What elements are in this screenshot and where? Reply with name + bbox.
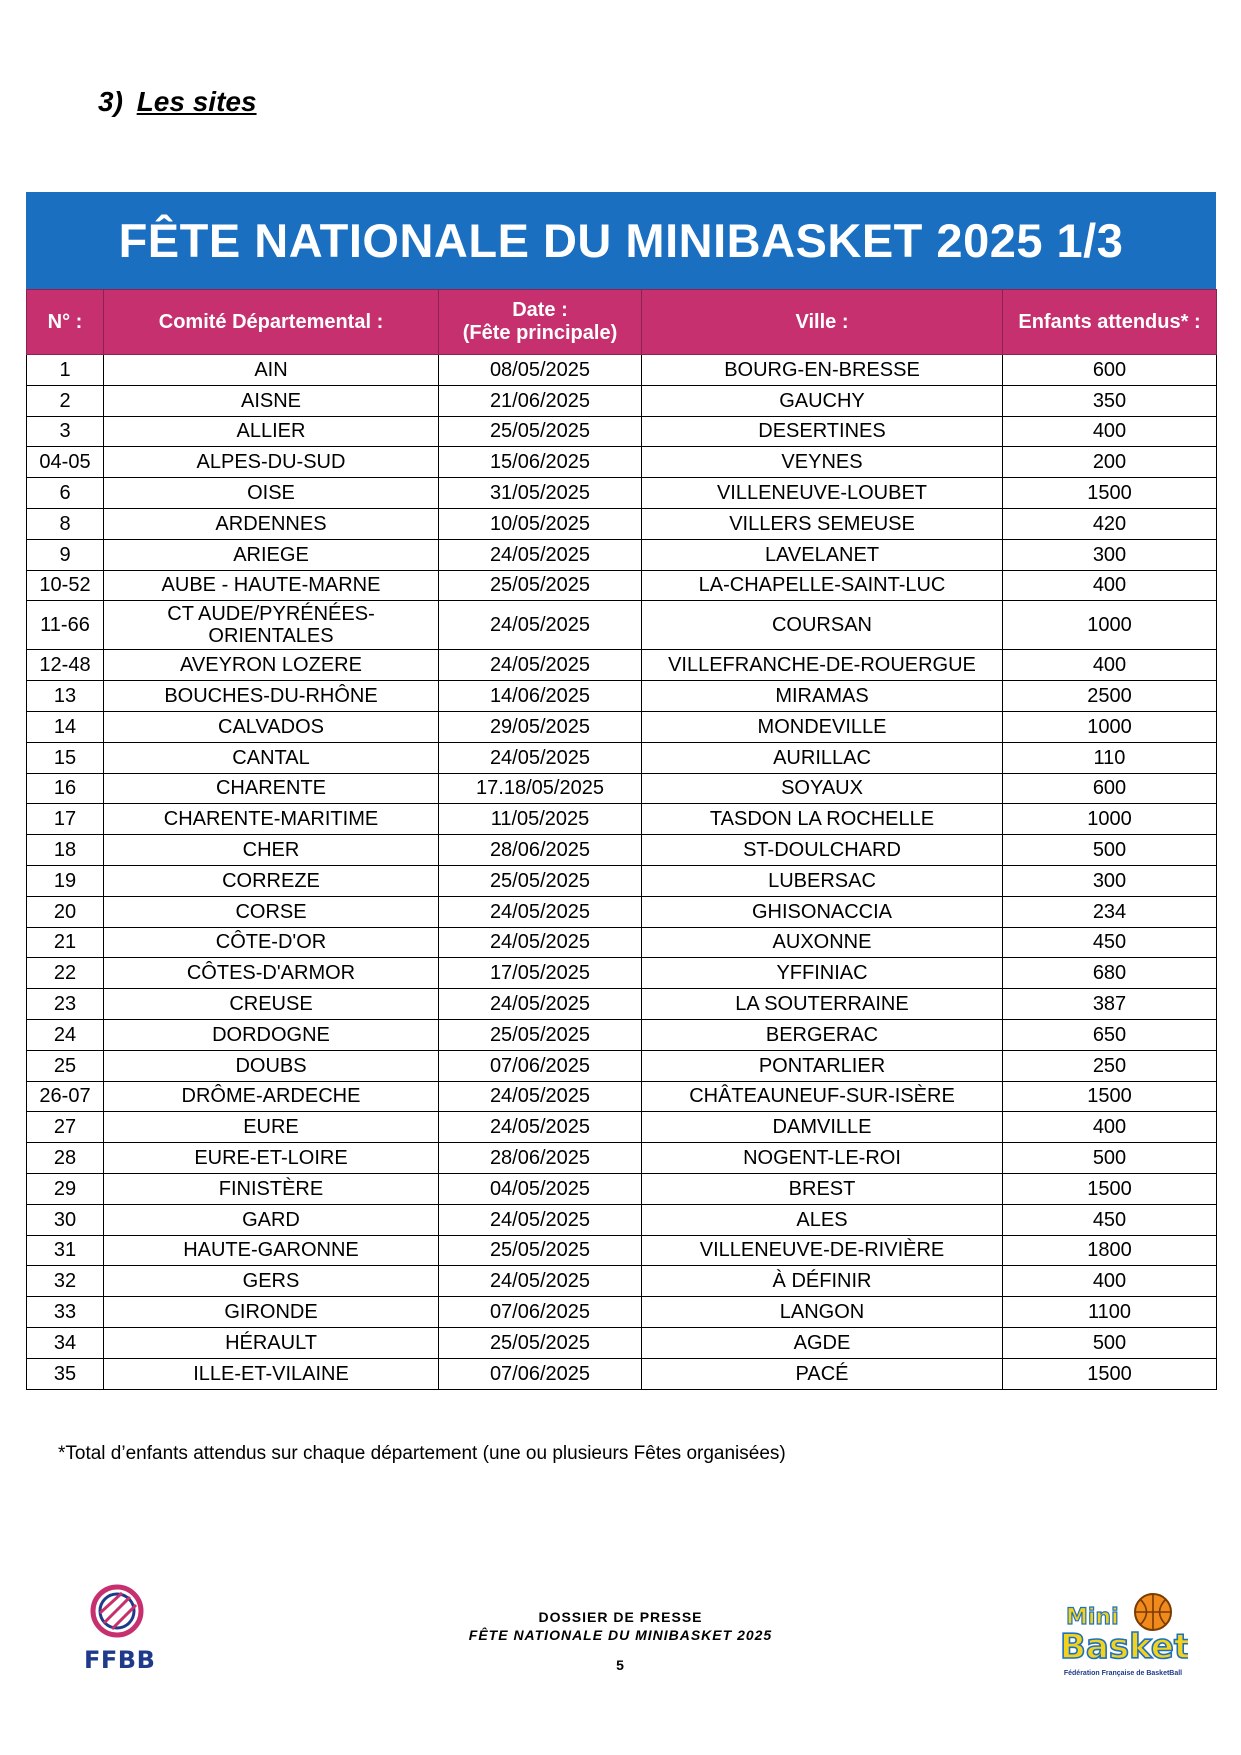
header-comite: Comité Départemental : — [104, 290, 439, 355]
cell-enfants: 500 — [1003, 1143, 1217, 1174]
header-date-line1: Date : — [512, 299, 568, 321]
cell-comite: GERS — [104, 1266, 439, 1297]
table-row — [27, 508, 1217, 539]
cell-enfants: 300 — [1003, 865, 1217, 896]
cell-comite: AUBE - HAUTE-MARNE — [104, 570, 439, 601]
cell-enfants: 1500 — [1003, 1358, 1217, 1389]
header-date — [439, 290, 642, 355]
minibasket-subtitle: Fédération Française de BasketBall — [1063, 1670, 1183, 1677]
cell-ville: YFFINIAC — [642, 958, 1003, 989]
table-row — [27, 1081, 1217, 1112]
table-row — [27, 742, 1217, 773]
table-row — [27, 681, 1217, 712]
minibasket-logo-icon — [1058, 1590, 1188, 1670]
cell-enfants: 110 — [1003, 742, 1217, 773]
cell-num: 31 — [27, 1235, 104, 1266]
cell-num: 18 — [27, 835, 104, 866]
cell-comite: CÔTE-D'OR — [104, 927, 439, 958]
cell-ville: LUBERSAC — [642, 865, 1003, 896]
sites-table — [26, 289, 1217, 1390]
cell-enfants: 350 — [1003, 385, 1217, 416]
cell-num: 12-48 — [27, 650, 104, 681]
cell-comite: ALLIER — [104, 416, 439, 447]
cell-ville: BERGERAC — [642, 1019, 1003, 1050]
table-row — [27, 1327, 1217, 1358]
cell-comite: CHER — [104, 835, 439, 866]
cell-num: 15 — [27, 742, 104, 773]
cell-ville: VEYNES — [642, 447, 1003, 478]
cell-ville: DAMVILLE — [642, 1112, 1003, 1143]
cell-date: 24/05/2025 — [439, 650, 642, 681]
cell-num: 17 — [27, 804, 104, 835]
cell-ville: VILLERS SEMEUSE — [642, 508, 1003, 539]
table-row — [27, 1173, 1217, 1204]
cell-ville: ST-DOULCHARD — [642, 835, 1003, 866]
cell-enfants: 450 — [1003, 1204, 1217, 1235]
cell-num: 13 — [27, 681, 104, 712]
cell-comite: ALPES-DU-SUD — [104, 447, 439, 478]
cell-enfants: 420 — [1003, 508, 1217, 539]
cell-enfants: 1000 — [1003, 601, 1217, 650]
cell-num: 25 — [27, 1050, 104, 1081]
cell-comite: CHARENTE — [104, 773, 439, 804]
cell-num: 20 — [27, 896, 104, 927]
table-row — [27, 896, 1217, 927]
table-row — [27, 355, 1217, 386]
cell-num: 32 — [27, 1266, 104, 1297]
cell-date: 25/05/2025 — [439, 865, 642, 896]
cell-num: 6 — [27, 478, 104, 509]
cell-date: 11/05/2025 — [439, 804, 642, 835]
cell-ville: VILLENEUVE-DE-RIVIÈRE — [642, 1235, 1003, 1266]
cell-date: 21/06/2025 — [439, 385, 642, 416]
cell-date: 25/05/2025 — [439, 1235, 642, 1266]
cell-num: 19 — [27, 865, 104, 896]
cell-enfants: 250 — [1003, 1050, 1217, 1081]
cell-enfants: 1000 — [1003, 711, 1217, 742]
cell-num: 11-66 — [27, 601, 104, 650]
cell-enfants: 400 — [1003, 1266, 1217, 1297]
cell-comite: ILLE-ET-VILAINE — [104, 1358, 439, 1389]
cell-num: 28 — [27, 1143, 104, 1174]
cell-ville: GAUCHY — [642, 385, 1003, 416]
table-row — [27, 650, 1217, 681]
minibasket-logo — [1058, 1590, 1188, 1680]
cell-comite: CT AUDE/PYRÉNÉES-ORIENTALES — [104, 601, 439, 650]
cell-ville: LA SOUTERRAINE — [642, 989, 1003, 1020]
table-row — [27, 447, 1217, 478]
table-row — [27, 927, 1217, 958]
cell-num: 23 — [27, 989, 104, 1020]
cell-comite: BOUCHES-DU-RHÔNE — [104, 681, 439, 712]
cell-date: 24/05/2025 — [439, 742, 642, 773]
cell-comite: HÉRAULT — [104, 1327, 439, 1358]
table-row — [27, 1266, 1217, 1297]
table-row — [27, 804, 1217, 835]
cell-enfants: 200 — [1003, 447, 1217, 478]
cell-comite: CÔTES-D'ARMOR — [104, 958, 439, 989]
cell-date: 10/05/2025 — [439, 508, 642, 539]
cell-date: 25/05/2025 — [439, 1327, 642, 1358]
table-row — [27, 478, 1217, 509]
table-header-row — [27, 290, 1217, 355]
cell-comite: GIRONDE — [104, 1297, 439, 1328]
cell-enfants: 2500 — [1003, 681, 1217, 712]
cell-ville: LANGON — [642, 1297, 1003, 1328]
cell-date: 24/05/2025 — [439, 1204, 642, 1235]
cell-enfants: 234 — [1003, 896, 1217, 927]
ffbb-label: FFBB — [84, 1646, 156, 1674]
cell-comite: ARDENNES — [104, 508, 439, 539]
cell-comite: CHARENTE-MARITIME — [104, 804, 439, 835]
cell-num: 9 — [27, 539, 104, 570]
cell-comite: DRÔME-ARDECHE — [104, 1081, 439, 1112]
cell-comite: FINISTÈRE — [104, 1173, 439, 1204]
table-row — [27, 601, 1217, 650]
footer-line2: FÊTE NATIONALE DU MINIBASKET 2025 — [468, 1627, 773, 1643]
cell-enfants: 500 — [1003, 835, 1217, 866]
cell-ville: SOYAUX — [642, 773, 1003, 804]
header-ville: Ville : — [642, 290, 1003, 355]
cell-enfants: 400 — [1003, 570, 1217, 601]
cell-ville: CHÂTEAUNEUF-SUR-ISÈRE — [642, 1081, 1003, 1112]
table-row — [27, 1112, 1217, 1143]
cell-num: 27 — [27, 1112, 104, 1143]
cell-ville: DESERTINES — [642, 416, 1003, 447]
cell-enfants: 300 — [1003, 539, 1217, 570]
table-row — [27, 989, 1217, 1020]
cell-comite: CORREZE — [104, 865, 439, 896]
table-row — [27, 865, 1217, 896]
cell-enfants: 1500 — [1003, 1173, 1217, 1204]
table-row — [27, 835, 1217, 866]
table-row — [27, 1297, 1217, 1328]
cell-num: 29 — [27, 1173, 104, 1204]
cell-comite: GARD — [104, 1204, 439, 1235]
table-row — [27, 385, 1217, 416]
cell-num: 8 — [27, 508, 104, 539]
cell-comite: ARIEGE — [104, 539, 439, 570]
cell-comite: AIN — [104, 355, 439, 386]
cell-enfants: 1500 — [1003, 478, 1217, 509]
cell-comite: DORDOGNE — [104, 1019, 439, 1050]
cell-date: 15/06/2025 — [439, 447, 642, 478]
page-footer — [0, 1608, 1241, 1674]
table-row — [27, 1204, 1217, 1235]
cell-ville: MIRAMAS — [642, 681, 1003, 712]
cell-enfants: 1100 — [1003, 1297, 1217, 1328]
cell-num: 16 — [27, 773, 104, 804]
page-number: 5 — [616, 1657, 625, 1673]
cell-num: 14 — [27, 711, 104, 742]
cell-date: 24/05/2025 — [439, 989, 642, 1020]
cell-date: 24/05/2025 — [439, 896, 642, 927]
header-enfants: Enfants attendus* : — [1003, 290, 1217, 355]
cell-num: 2 — [27, 385, 104, 416]
header-date-line2: (Fête principale) — [462, 322, 618, 344]
cell-date: 08/05/2025 — [439, 355, 642, 386]
cell-comite: EURE-ET-LOIRE — [104, 1143, 439, 1174]
cell-comite: CALVADOS — [104, 711, 439, 742]
cell-date: 24/05/2025 — [439, 1266, 642, 1297]
cell-num: 3 — [27, 416, 104, 447]
cell-enfants: 450 — [1003, 927, 1217, 958]
cell-num: 35 — [27, 1358, 104, 1389]
cell-ville: AGDE — [642, 1327, 1003, 1358]
cell-enfants: 1000 — [1003, 804, 1217, 835]
cell-date: 07/06/2025 — [439, 1358, 642, 1389]
table-row — [27, 958, 1217, 989]
cell-date: 17.18/05/2025 — [439, 773, 642, 804]
table-row — [27, 1050, 1217, 1081]
cell-comite: CORSE — [104, 896, 439, 927]
cell-comite: AISNE — [104, 385, 439, 416]
cell-date: 24/05/2025 — [439, 601, 642, 650]
cell-num: 26-07 — [27, 1081, 104, 1112]
cell-enfants: 1500 — [1003, 1081, 1217, 1112]
cell-num: 04-05 — [27, 447, 104, 478]
cell-date: 24/05/2025 — [439, 1081, 642, 1112]
table-row — [27, 416, 1217, 447]
cell-enfants: 400 — [1003, 650, 1217, 681]
cell-num: 21 — [27, 927, 104, 958]
cell-date: 24/05/2025 — [439, 1112, 642, 1143]
cell-num: 34 — [27, 1327, 104, 1358]
cell-enfants: 600 — [1003, 355, 1217, 386]
cell-num: 24 — [27, 1019, 104, 1050]
cell-enfants: 600 — [1003, 773, 1217, 804]
cell-ville: TASDON LA ROCHELLE — [642, 804, 1003, 835]
cell-date: 17/05/2025 — [439, 958, 642, 989]
cell-ville: À DÉFINIR — [642, 1266, 1003, 1297]
table-row — [27, 773, 1217, 804]
cell-ville: AURILLAC — [642, 742, 1003, 773]
cell-comite: AVEYRON LOZERE — [104, 650, 439, 681]
cell-enfants: 400 — [1003, 1112, 1217, 1143]
cell-date: 25/05/2025 — [439, 416, 642, 447]
svg-text:Mini: Mini — [1066, 1605, 1119, 1630]
cell-enfants: 650 — [1003, 1019, 1217, 1050]
cell-date: 25/05/2025 — [439, 570, 642, 601]
footnote: *Total d’enfants attendus sur chaque département (une ou plusieurs Fêtes organisées) — [58, 1443, 786, 1464]
cell-date: 24/05/2025 — [439, 927, 642, 958]
cell-date: 04/05/2025 — [439, 1173, 642, 1204]
cell-ville: MONDEVILLE — [642, 711, 1003, 742]
cell-enfants: 680 — [1003, 958, 1217, 989]
cell-enfants: 500 — [1003, 1327, 1217, 1358]
cell-ville: LA-CHAPELLE-SAINT-LUC — [642, 570, 1003, 601]
cell-ville: PACÉ — [642, 1358, 1003, 1389]
section-heading: Les sites — [136, 86, 257, 117]
table-row — [27, 1358, 1217, 1389]
cell-enfants: 387 — [1003, 989, 1217, 1020]
cell-ville: COURSAN — [642, 601, 1003, 650]
cell-comite: EURE — [104, 1112, 439, 1143]
cell-date: 24/05/2025 — [439, 539, 642, 570]
cell-ville: VILLENEUVE-LOUBET — [642, 478, 1003, 509]
cell-ville: AUXONNE — [642, 927, 1003, 958]
cell-date: 31/05/2025 — [439, 478, 642, 509]
cell-ville: VILLEFRANCHE-DE-ROUERGUE — [642, 650, 1003, 681]
cell-comite: OISE — [104, 478, 439, 509]
cell-ville: LAVELANET — [642, 539, 1003, 570]
cell-ville: GHISONACCIA — [642, 896, 1003, 927]
cell-ville: PONTARLIER — [642, 1050, 1003, 1081]
cell-comite: CANTAL — [104, 742, 439, 773]
cell-comite: CREUSE — [104, 989, 439, 1020]
table-row — [27, 711, 1217, 742]
cell-date: 28/06/2025 — [439, 835, 642, 866]
header-num: N° : — [27, 290, 104, 355]
table-row — [27, 1235, 1217, 1266]
section-number: 3) — [98, 86, 123, 117]
cell-date: 07/06/2025 — [439, 1297, 642, 1328]
cell-num: 22 — [27, 958, 104, 989]
cell-ville: NOGENT-LE-ROI — [642, 1143, 1003, 1174]
cell-num: 1 — [27, 355, 104, 386]
cell-date: 14/06/2025 — [439, 681, 642, 712]
cell-ville: BREST — [642, 1173, 1003, 1204]
table-row — [27, 570, 1217, 601]
svg-text:Basket: Basket — [1060, 1627, 1188, 1667]
footer-line1: DOSSIER DE PRESSE — [538, 1609, 703, 1625]
cell-date: 29/05/2025 — [439, 711, 642, 742]
table-row — [27, 539, 1217, 570]
cell-num: 10-52 — [27, 570, 104, 601]
cell-enfants: 1800 — [1003, 1235, 1217, 1266]
table-row — [27, 1019, 1217, 1050]
cell-ville: BOURG-EN-BRESSE — [642, 355, 1003, 386]
cell-ville: ALES — [642, 1204, 1003, 1235]
cell-date: 07/06/2025 — [439, 1050, 642, 1081]
cell-num: 30 — [27, 1204, 104, 1235]
section-title — [98, 86, 257, 118]
cell-date: 25/05/2025 — [439, 1019, 642, 1050]
table-banner: FÊTE NATIONALE DU MINIBASKET 2025 1/3 — [26, 192, 1216, 289]
cell-comite: HAUTE-GARONNE — [104, 1235, 439, 1266]
table-row — [27, 1143, 1217, 1174]
cell-enfants: 400 — [1003, 416, 1217, 447]
cell-comite: DOUBS — [104, 1050, 439, 1081]
cell-date: 28/06/2025 — [439, 1143, 642, 1174]
cell-num: 33 — [27, 1297, 104, 1328]
